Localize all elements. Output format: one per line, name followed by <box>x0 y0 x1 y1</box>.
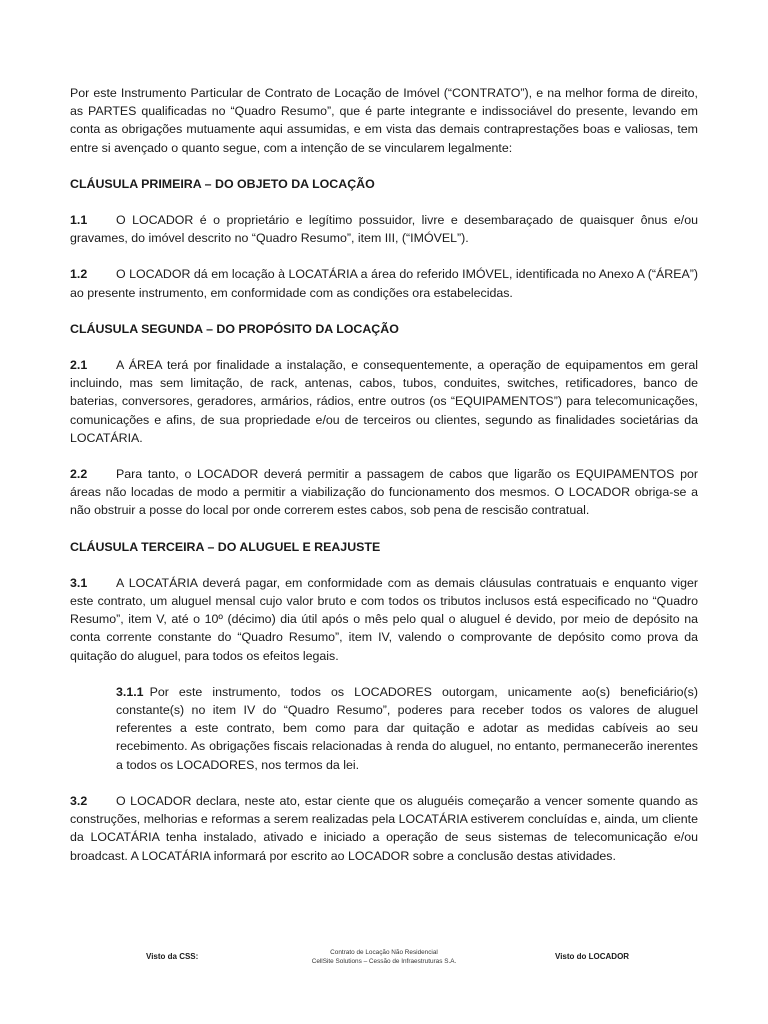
clause-3-title: CLÁUSULA TERCEIRA – DO ALUGUEL E REAJUSTE <box>70 539 381 554</box>
clause-text: O LOCADOR dá em locação à LOCATÁRIA a área do referido IMÓVEL, identificada no Anexo A (“ÁREA”) ao presente instrumento, em conformidade com as condições ora estabelecidas. <box>70 267 698 300</box>
clause-number: 3.2 <box>70 793 88 808</box>
footer-css-initials: Visto da CSS: <box>146 952 199 961</box>
footer-line-1: Contrato de Locação Não Residencial <box>330 949 438 956</box>
contract-page <box>70 84 698 883</box>
clause-text: O LOCADOR declara, neste ato, estar ciente que os aluguéis começarão a vencer somente quando as construções, melhorias e reformas a serem realizadas pela LOCATÁRIA estiverem concluídas e, ainda, um cliente da LOCATÁRIA tenha instalado, ativado e iniciado a operação de seus sistemas de telecomunicação e/ou broadcast. A LOCATÁRIA informará por escrito ao LOCADOR sobre a conclusão destas atividades. <box>70 793 698 863</box>
clause-number: 2.2 <box>70 467 88 482</box>
clause-1-1 <box>70 211 698 247</box>
clause-1-2 <box>70 265 698 301</box>
clause-2-2 <box>70 465 698 520</box>
footer-line-2: CellSite Solutions – Cessão de Infraestruturas S.A. <box>311 958 457 965</box>
clause-number: 3.1 <box>70 575 88 590</box>
clause-text: Por este instrumento, todos os LOCADORES outorgam, unicamente ao(s) beneficiário(s) constante(s) no item IV do “Quadro Resumo”, poderes para receber todos os valores de aluguel referentes a este contrato, bem como para dar quitação e adotar as medidas cabíveis ao seu recebimento. As obrigações fiscais relacionadas à renda do aluguel, no entanto, permanecerão inerentes a todos os LOCADORES, nos termos da lei. <box>116 684 698 772</box>
clause-2-title: CLÁUSULA SEGUNDA – DO PROPÓSITO DA LOCAÇÃO <box>70 321 399 336</box>
clause-1-title: CLÁUSULA PRIMEIRA – DO OBJETO DA LOCAÇÃO <box>70 176 375 191</box>
clause-number: 1.1 <box>70 213 88 228</box>
page-footer <box>0 948 768 978</box>
footer-lessor-initials: Visto do LOCADOR <box>555 952 630 961</box>
intro-paragraph: Por este Instrumento Particular de Contrato de Locação de Imóvel (“CONTRATO”), e na melhor forma de direito, as PARTES qualificadas no “Quadro Resumo”, que é parte integrante e indissociável do presente, levando em conta as obrigações mutuamente aqui assumidas, e em vista das demais contraprestações boas e valiosas, tem entre si avençado o quanto segue, com a intenção de se vincularem legalmente: <box>70 86 698 155</box>
clause-text: A ÁREA terá por finalidade a instalação, e consequentemente, a operação de equipamentos em geral incluindo, mas sem limitação, de rack, antenas, cabos, tubos, conduites, switches, retificadores, banco de baterias, conversores, geradores, armários, rádios, entre outros (os “EQUIPAMENTOS”) para telecomunicações, comunicações e afins, de sua propriedade e/ou de terceiros ou clientes, segundo as finalidades societárias da LOCATÁRIA. <box>70 358 698 445</box>
clause-3-1 <box>70 574 698 665</box>
clause-text: A LOCATÁRIA deverá pagar, em conformidade com as demais cláusulas contratuais e enquanto viger este contrato, um aluguel mensal cujo valor bruto e com todos os tributos inclusos está especificado no “Quadro Resumo”, item V, até o 10º (décimo) dia útil após o mês pelo qual o aluguel é devido, por meio de depósito na conta corrente constante do “Quadro Resumo”, item IV, valendo o comprovante de depósito como prova da quitação do aluguel, para todos os efeitos legais. <box>70 575 698 663</box>
clause-number: 1.2 <box>70 267 88 282</box>
clause-2-1 <box>70 356 698 447</box>
clause-text: O LOCADOR é o proprietário e legítimo possuidor, livre e desembaraçado de quaisquer ônus e/ou gravames, do imóvel descrito no “Quadro Resumo”, item III, (“IMÓVEL”). <box>70 213 698 246</box>
clause-number: 3.1.1 <box>116 684 144 699</box>
clause-number: 2.1 <box>70 358 88 373</box>
footer-document-title <box>284 948 484 966</box>
clause-3-2 <box>70 792 698 865</box>
clause-3-1-1 <box>116 683 698 774</box>
clause-text: Para tanto, o LOCADOR deverá permitir a passagem de cabos que ligarão os EQUIPAMENTOS por áreas não locadas de modo a permitir a viabilização do funcionamento dos mesmos. O LOCADOR obriga-se a não obstruir a posse do local por onde correrem estes cabos, sob pena de rescisão contratual. <box>70 467 698 518</box>
